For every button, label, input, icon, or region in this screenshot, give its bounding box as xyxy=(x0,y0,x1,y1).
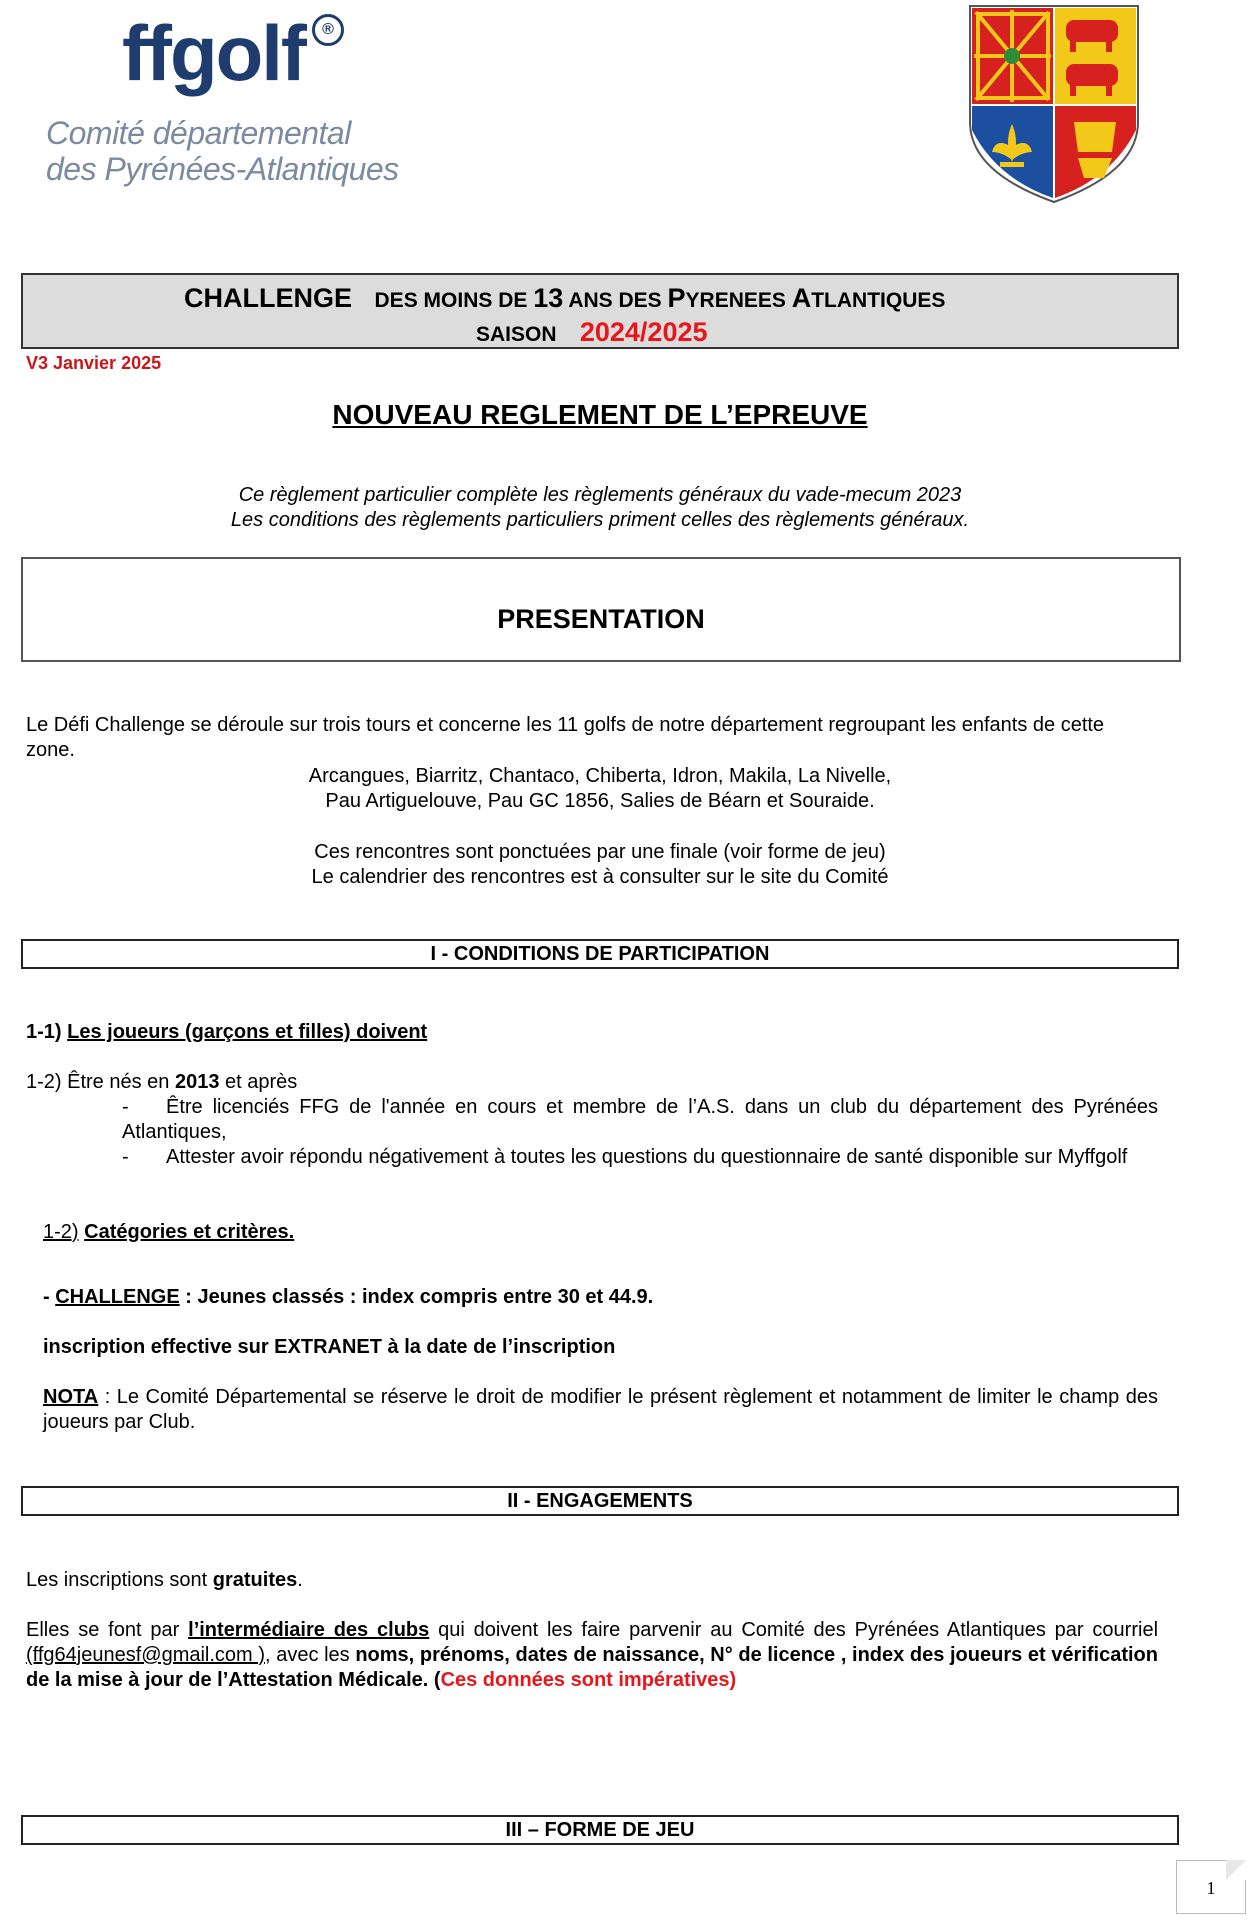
free-inscription-line: Les inscriptions sont gratuites. xyxy=(26,1569,303,1591)
intro-line1: Ce règlement particulier complète les règlements généraux du vade-mecum 2023 xyxy=(238,484,962,506)
bullet-health: Attester avoir répondu négativement à toutes les questions du questionnaire de santé disponible sur Myffgolf xyxy=(166,1146,1128,1168)
presentation-title: PRESENTATION xyxy=(497,604,705,634)
season-line: SAISON 2024/2025 xyxy=(476,317,708,347)
logo-subtitle-line1: Comité départemental xyxy=(46,115,351,151)
ffgolf-logo: ffgolf xyxy=(122,9,305,97)
page-number: 1 xyxy=(1176,1860,1246,1914)
bullet-dash: - xyxy=(122,1096,129,1118)
presentation-paragraph: Le Défi Challenge se déroule sur trois tours et concerne les 11 golfs de notre département regroupant les enfants de cette zone. xyxy=(26,714,1105,761)
coat-of-arms-icon xyxy=(966,2,1142,206)
email-link[interactable]: (ffg64jeunesf@gmail.com ) xyxy=(26,1644,266,1666)
finale-line: Ces rencontres sont ponctuées par une finale (voir forme de jeu) xyxy=(314,841,886,863)
section3-title: III – FORME DE JEU xyxy=(505,1819,695,1841)
categories-heading: 1-2) Catégories et critères. xyxy=(43,1221,295,1243)
page-fold-icon xyxy=(1226,1860,1246,1880)
challenge-criteria: - CHALLENGE : Jeunes classés : index compris entre 30 et 44.9. xyxy=(43,1286,654,1308)
nota-paragraph: NOTA : Le Comité Départemental se réserve le droit de modifier le présent règlement et notamment de limiter le champ des joueurs par Club. xyxy=(43,1386,1158,1433)
registered-icon: ® xyxy=(312,14,344,46)
engagement-paragraph: Elles se font par l’intermédiaire des clubs qui doivent les faire parvenir au Comité des Pyrénées Atlantiques par courriel (ffg64jeunesf@gmail.com ), avec les noms, prénoms, dates de naissance, N° de licence , index des joueurs et vérification de la mise à jour de l’Attestation Médicale. (Ces données sont impératives) xyxy=(26,1619,1159,1691)
bullet-dash: - xyxy=(122,1146,129,1168)
inscription-line: inscription effective sur EXTRANET à la date de l’inscription xyxy=(43,1336,616,1358)
section1-title: I - CONDITIONS DE PARTICIPATION xyxy=(430,943,770,965)
document-title: CHALLENGE DES MOINS DE 13 ANS DES PYRENEES ATLANTIQUES xyxy=(184,283,946,313)
intro-line2: Les conditions des règlements particuliers priment celles des règlements généraux. xyxy=(230,509,970,531)
version-label: V3 Janvier 2025 xyxy=(26,353,162,373)
golf-list-line2: Pau Artiguelouve, Pau GC 1856, Salies de Béarn et Souraide. xyxy=(325,790,875,812)
s12-birth-line: 1-2) Être nés en 2013 et après xyxy=(26,1071,298,1093)
s11-heading: 1-1) Les joueurs (garçons et filles) doivent xyxy=(26,1021,428,1043)
season-value: 2024/2025 xyxy=(579,317,708,347)
section2-title: II - ENGAGEMENTS xyxy=(507,1490,693,1512)
bullet-licence: Être licenciés FFG de l'année en cours et membre de l’A.S. dans un club du département des Pyrénées Atlantiques, xyxy=(122,1096,1158,1143)
logo-subtitle-line2: des Pyrénées-Atlantiques xyxy=(46,151,399,187)
calendar-line: Le calendrier des rencontres est à consulter sur le site du Comité xyxy=(311,866,889,888)
golf-list-line1: Arcangues, Biarritz, Chantaco, Chiberta, Idron, Makila, La Nivelle, xyxy=(308,765,892,787)
main-heading: NOUVEAU REGLEMENT DE L’EPREUVE xyxy=(332,399,868,430)
